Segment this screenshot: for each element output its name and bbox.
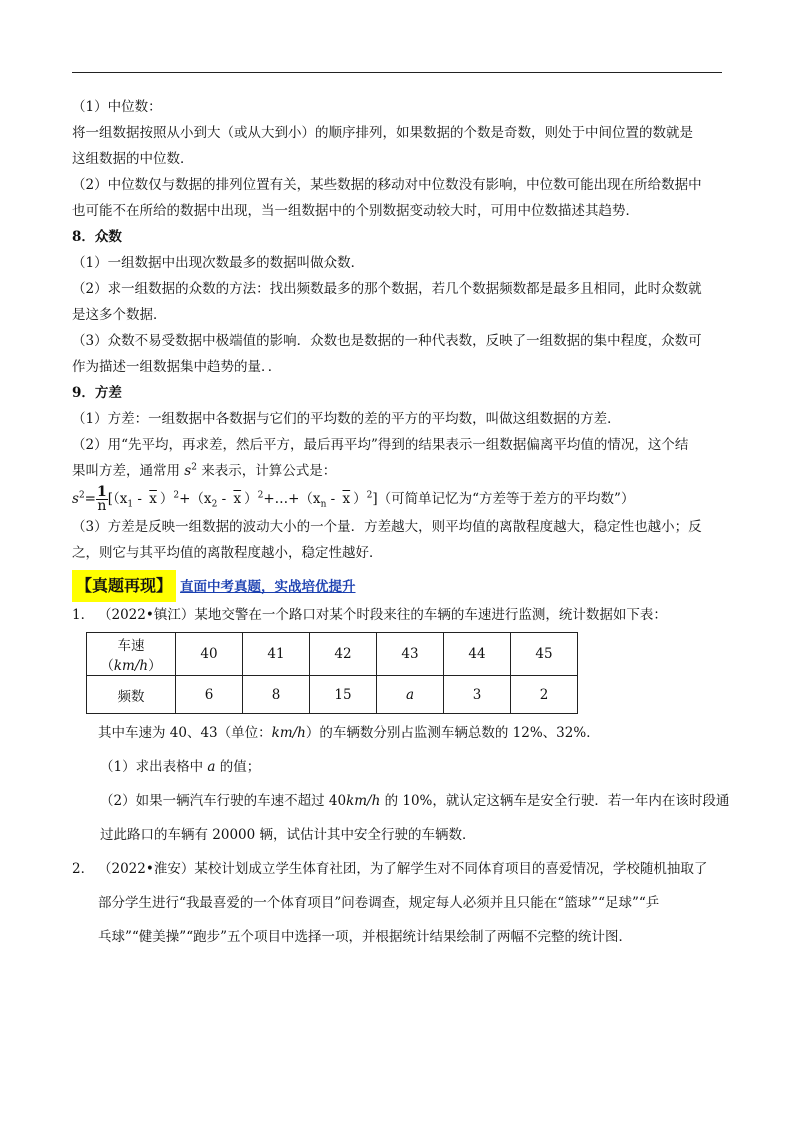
table-cell: a bbox=[377, 676, 444, 714]
table-cell: 15 bbox=[310, 676, 377, 714]
table-cell: 43 bbox=[377, 633, 444, 676]
banner-tag: 【真题再现】 bbox=[72, 570, 176, 602]
variance-text-2: （2）用“先平均，再求差，然后平方，最后再平均”得到的结果表示一组数据偏离平均值的情况，这个结 bbox=[72, 437, 689, 453]
question-1-part-1: （1）求出表格中 a 的值； bbox=[100, 759, 261, 775]
fraction-one-over-n: $\frac{1}{n}$ bbox=[96, 484, 107, 514]
median-text-3: （2）中位数仅与数据的排列位置有关，某些数据的移动对中位数没有影响，中位数可能出现在所给数据中 bbox=[72, 177, 702, 193]
question-1-note: 其中车速为 40、43（单位：km/h）的车辆数分别占监测车辆总数的 12%、32%． bbox=[98, 725, 600, 741]
header-rule bbox=[72, 72, 722, 73]
mode-text-2: （2）求一组数据的众数的方法：找出频数最多的那个数据，若几个数据频数都是最多且相同，此时众数就 bbox=[72, 281, 702, 297]
section-8-heading: 8．众数 bbox=[72, 229, 122, 245]
table-cell: 45 bbox=[511, 633, 578, 676]
table-cell: 42 bbox=[310, 633, 377, 676]
mode-text-1: （1）一组数据中出现次数最多的数据叫做众数． bbox=[72, 255, 365, 271]
question-2-line-3: 乓球”“健美操”“跑步”五个项目中选择一项，并根据统计结果绘制了两幅不完整的统计图． bbox=[98, 929, 633, 945]
variance-text-3: 果叫方差，通常用 $s^2$ 来表示，计算公式是： bbox=[72, 462, 337, 479]
median-text-4: 也可能不在所给的数据中出现，当一组数据中的个别数据变动较大时，可用中位数描述其趋势． bbox=[72, 203, 639, 219]
table-row bbox=[87, 633, 578, 676]
table-cell: 2 bbox=[511, 676, 578, 714]
variance-text-6: 之，则它与其平均值的离散程度越小，稳定性越好． bbox=[72, 545, 383, 561]
table-cell: 6 bbox=[176, 676, 243, 714]
section-9-heading: 9．方差 bbox=[72, 385, 122, 401]
question-2-number: 2． bbox=[72, 861, 95, 877]
question-2: 2． （2022•淮安）某校计划成立学生体育社团，为了解学生对不同体育项目的喜爱情况，学校随机抽取了 bbox=[72, 852, 724, 886]
banner-link[interactable]: 直面中考真题，实战培优提升 bbox=[180, 579, 356, 595]
table-cell: 44 bbox=[444, 633, 511, 676]
variance-text-1: （1）方差：一组数据中各数据与它们的平均数的差的平方的平均数，叫做这组数据的方差． bbox=[72, 411, 621, 427]
question-1: 1． （2022•镇江）某地交警在一个路口对某个时段来往的车辆的车速进行监测，统计数据如下表： bbox=[72, 602, 724, 628]
speed-frequency-table bbox=[86, 632, 578, 714]
question-1-part-2-cont: 过此路口的车辆有 20000 辆，试估计其中安全行驶的车辆数． bbox=[100, 827, 476, 843]
table-header-cell: 频数 bbox=[87, 676, 176, 714]
table-cell: 40 bbox=[176, 633, 243, 676]
table-header-cell: 车速（km/h） bbox=[87, 633, 176, 676]
mode-text-3: 是这多个数据． bbox=[72, 307, 167, 323]
real-exam-banner bbox=[72, 570, 724, 602]
table-cell: 41 bbox=[243, 633, 310, 676]
page-content bbox=[72, 94, 730, 954]
variance-text-5: （3）方差是反映一组数据的波动大小的一个量．方差越大，则平均值的离散程度越大，稳定性也越小；反 bbox=[72, 519, 702, 535]
question-1-part-2: （2）如果一辆汽车行驶的车速不超过 40km/h 的 10%，就认定这辆车是安全行驶．若一年内在该时段通 bbox=[100, 793, 730, 809]
question-2-line-2: 部分学生进行“我最喜爱的一个体育项目”问卷调查，规定每人必须并且只能在“篮球”“足球”“乒 bbox=[98, 895, 660, 911]
median-heading: （1）中位数： bbox=[72, 99, 162, 115]
mode-text-4: （3）众数不易受数据中极端值的影响．众数也是数据的一种代表数，反映了一组数据的集中程度，众数可 bbox=[72, 333, 702, 349]
table-cell: 3 bbox=[444, 676, 511, 714]
mode-text-5: 作为描述一组数据集中趋势的量．． bbox=[72, 359, 282, 375]
table-row bbox=[87, 676, 578, 714]
median-text-1: 将一组数据按照从小到大（或从大到小）的顺序排列，如果数据的个数是奇数，则处于中间位置的数就是 bbox=[72, 125, 693, 141]
median-text-2: 这组数据的中位数． bbox=[72, 151, 194, 167]
table-cell: 8 bbox=[243, 676, 310, 714]
variance-formula: $s^2=$ $\frac{1}{n}$ [（$x_1 - \overline{x}$ ）$^2+(x_2 - \overline{x}$ ）$^2+\dots+(x_n - \overline{x}$ ）$^2$]（可简单记忆为“方差等于差方的平均数”） bbox=[72, 484, 635, 514]
question-1-number: 1． bbox=[72, 607, 95, 623]
